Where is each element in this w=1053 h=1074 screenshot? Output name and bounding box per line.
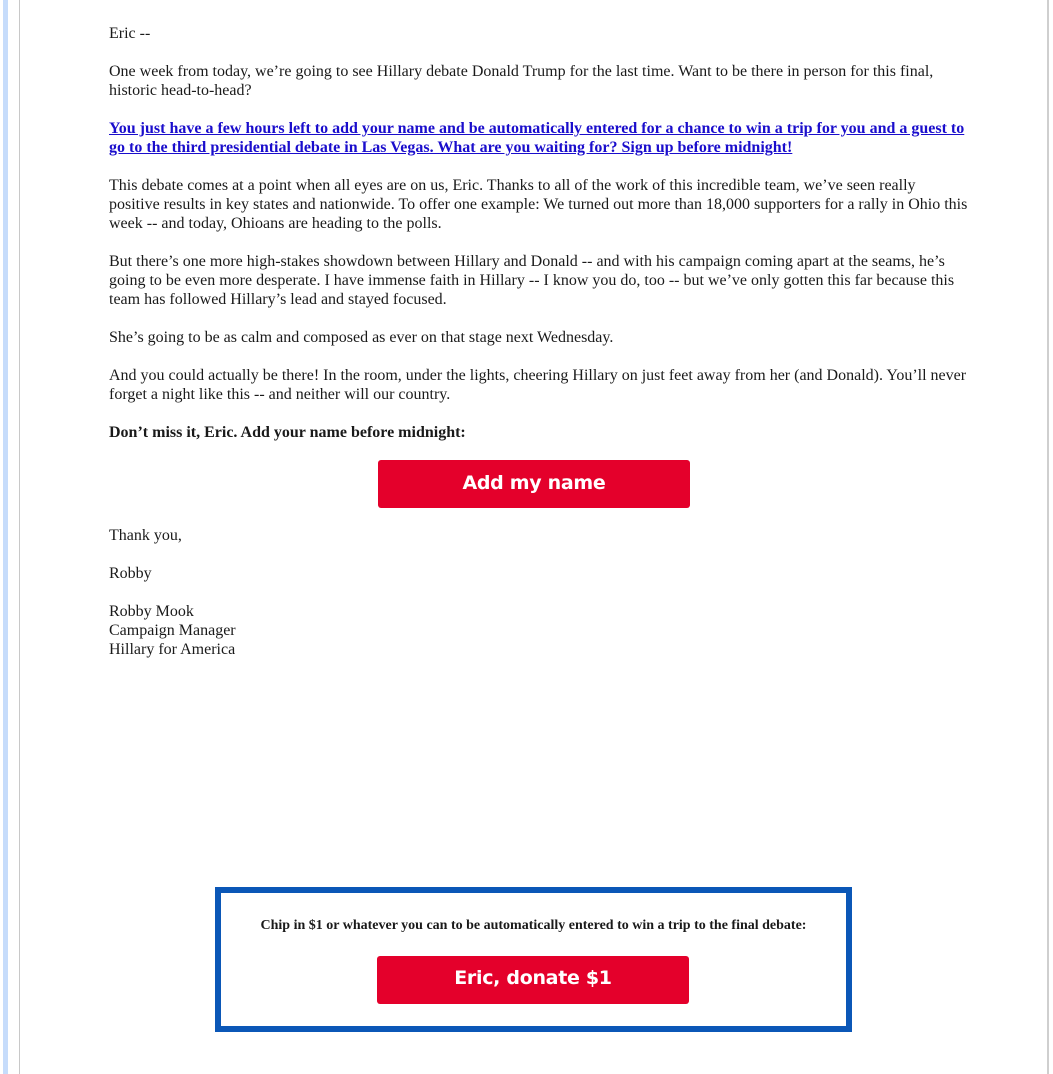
paragraph-intro: One week from today, we’re going to see Hillary debate Donald Trump for the last time. Want to be there in person for this final, historic head-to-head?	[109, 63, 934, 99]
left-accent-bar	[3, 0, 8, 1074]
signature-block	[109, 526, 236, 659]
left-divider	[19, 0, 20, 1074]
add-my-name-button[interactable]: Add my name	[378, 460, 690, 508]
donate-box	[215, 887, 852, 1032]
signup-link[interactable]: You just have a few hours left to add your name and be automatically entered for a chance to win a trip for you and a guest to go to the third presidential debate in Las Vegas. What are you waiting for? Sign up before midnight!	[109, 120, 965, 156]
signer-full-name: Robby Mook	[109, 603, 194, 620]
donate-prompt: Chip in $1 or whatever you can to be automatically entered to win a trip to the final debate:	[260, 918, 807, 933]
greeting: Eric --	[109, 25, 151, 42]
closing: Thank you,	[109, 527, 182, 544]
signer-title: Campaign Manager	[109, 622, 236, 639]
email-body	[109, 24, 969, 461]
paragraph-results: This debate comes at a point when all eyes are on us, Eric. Thanks to all of the work of this incredible team, we’ve seen really positive results in key states and nationwide. To offer one example: We turned out more than 18,000 supporters for a rally in Ohio this week -- and today, Ohioans are heading to the polls.	[109, 177, 968, 232]
paragraph-link	[109, 119, 969, 157]
paragraph-calm: She’s going to be as calm and composed as ever on that stage next Wednesday.	[109, 329, 614, 346]
donate-button[interactable]: Eric, donate $1	[377, 956, 689, 1004]
signer-first-name: Robby	[109, 565, 152, 582]
paragraph-showdown: But there’s one more high-stakes showdown between Hillary and Donald -- and with his campaign coming apart at the seams, he’s going to be even more desperate. I have immense faith in Hillary -- I know you do, too -- but we’ve only gotten this far because this team has followed Hillary’s lead and stayed focused.	[109, 253, 955, 308]
cta-line: Don’t miss it, Eric. Add your name before midnight:	[109, 424, 466, 441]
right-divider	[1047, 0, 1049, 1074]
paragraph-be-there: And you could actually be there! In the room, under the lights, cheering Hillary on just feet away from her (and Donald). You’ll never forget a night like this -- and neither will our country.	[109, 367, 967, 403]
signer-organization: Hillary for America	[109, 641, 236, 658]
